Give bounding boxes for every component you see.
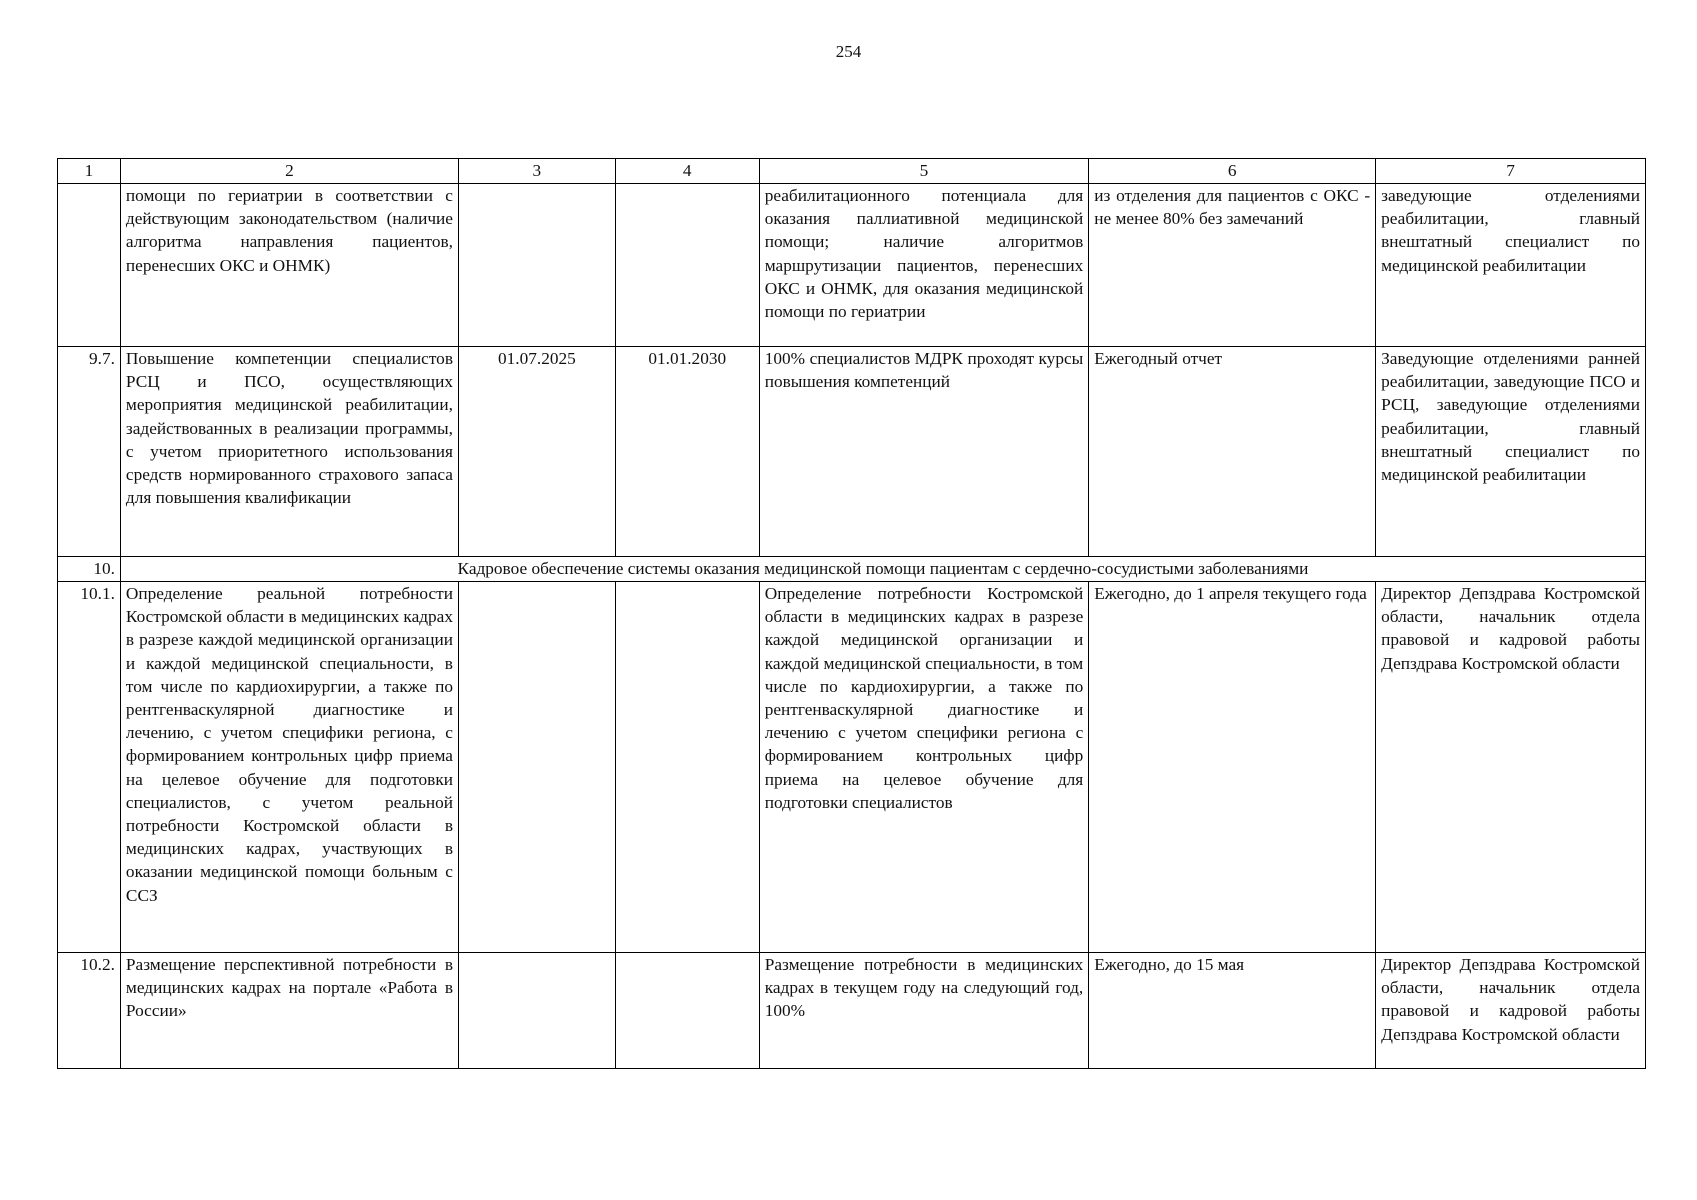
column-header: 4 [615,159,759,184]
column-header: 3 [458,159,615,184]
responsible-cell: Директор Депздрава Костромской области, начальник отдела правовой и кадровой работы Депздрава Костромской области [1376,953,1646,1069]
row-number: 10.1. [58,582,121,953]
result-cell: реабилитационного потенциала для оказания паллиативной медицинской помощи; наличие алгоритмов маршрутизации пациентов, перенесших ОКС и ОНМК, для оказания медицинской помощи по гериатрии [759,184,1089,347]
row-number [58,184,121,347]
start-date-cell [458,582,615,953]
end-date-cell [615,184,759,347]
control-cell: Ежегодный отчет [1089,347,1376,557]
row-number: 9.7. [58,347,121,557]
page-number: 254 [835,42,862,61]
result-cell: 100% специалистов МДРК проходят курсы повышения компетенций [759,347,1089,557]
section-row [58,557,1646,582]
table-row [58,953,1646,1069]
table-row [58,347,1646,557]
start-date-cell [458,953,615,1069]
control-cell: Ежегодно, до 1 апреля текущего года [1089,582,1376,953]
control-cell: Ежегодно, до 15 мая [1089,953,1376,1069]
start-date-cell [458,184,615,347]
measure-cell: Повышение компетенции специалистов РСЦ и ПСО, осуществляющих мероприятия медицинской реабилитации, задействованных в реализации программы, с учетом приоритетного использования средств нормированного страхового запаса для повышения квалификации [120,347,458,557]
result-cell: Размещение потребности в медицинских кадрах в текущем году на следующий год, 100% [759,953,1089,1069]
header-row [58,159,1646,184]
measure-cell: помощи по гериатрии в соответствии с действующим законодательством (наличие алгоритма направления пациентов, перенесших ОКС и ОНМК) [120,184,458,347]
measure-cell: Определение реальной потребности Костромской области в медицинских кадрах в разрезе каждой медицинской организации и каждой медицинской специальности, в том числе по кардиохирургии, а также по рентгенваскулярной диагностике и лечению, с учетом специфики региона, с формированием контрольных цифр приема на целевое обучение для подготовки специалистов, с учетом реальной потребности Костромской области в медицинских кадрах, участвующих в оказании медицинской помощи больным с ССЗ [120,582,458,953]
column-header: 5 [759,159,1089,184]
measure-cell: Размещение перспективной потребности в медицинских кадрах на портале «Работа в России» [120,953,458,1069]
start-date-cell: 01.07.2025 [458,347,615,557]
end-date-cell [615,953,759,1069]
activity-plan-table [57,158,1646,1069]
row-number: 10.2. [58,953,121,1069]
column-header: 1 [58,159,121,184]
column-header: 6 [1089,159,1376,184]
table-row [58,582,1646,953]
control-cell: из отделения для пациентов с ОКС - не менее 80% без замечаний [1089,184,1376,347]
section-title: Кадровое обеспечение системы оказания медицинской помощи пациентам с сердечно-сосудистыми заболеваниями [120,557,1645,582]
table-row [58,184,1646,347]
end-date-cell [615,582,759,953]
responsible-cell: Директор Депздрава Костромской области, начальник отдела правовой и кадровой работы Депздрава Костромской области [1376,582,1646,953]
end-date-cell: 01.01.2030 [615,347,759,557]
result-cell: Определение потребности Костромской области в медицинских кадрах в разрезе каждой медицинской организации и каждой медицинской специальности, в том числе по кардиохирургии, а также по рентгенваскулярной диагностике и лечению с учетом специфики региона с формированием контрольных цифр приема на целевое обучение для подготовки специалистов [759,582,1089,953]
responsible-cell: Заведующие отделениями ранней реабилитации, заведующие ПСО и РСЦ, заведующие отделениями реабилитации, главный внештатный специалист по медицинской реабилитации [1376,347,1646,557]
column-header: 2 [120,159,458,184]
row-number: 10. [58,557,121,582]
column-header: 7 [1376,159,1646,184]
responsible-cell: заведующие отделениями реабилитации, главный внештатный специалист по медицинской реабилитации [1376,184,1646,347]
